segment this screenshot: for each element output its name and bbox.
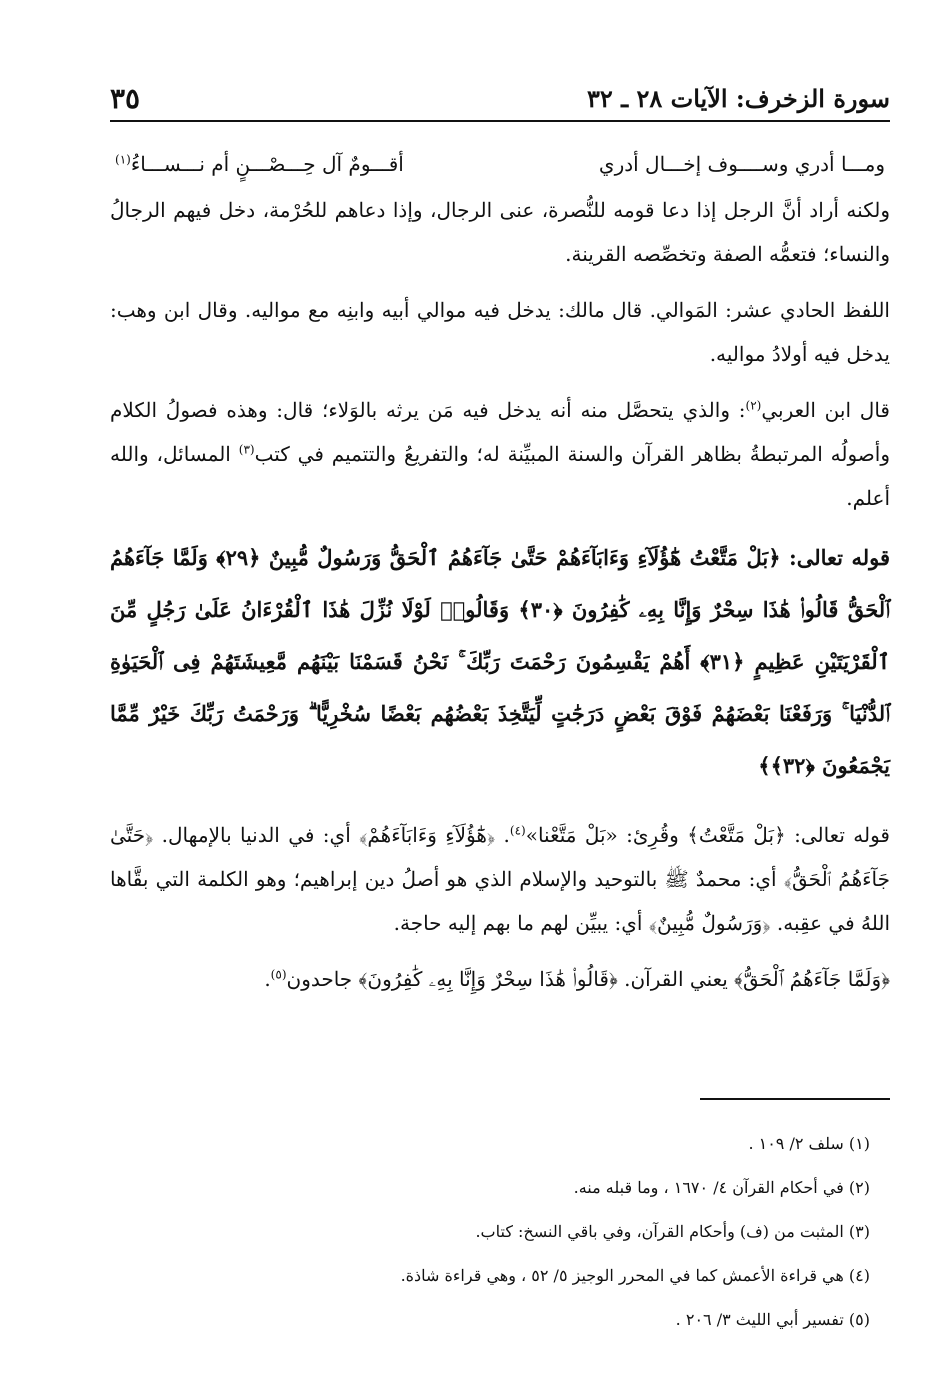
footnotes <box>110 1122 870 1342</box>
footnote-ref: (٤) <box>509 823 526 838</box>
paragraph: اللفظ الحادي عشر: المَوالي. قال مالك: يدخل فيه موالي أبيه وابنِه مع مواليه. وقال ابن وهب: يدخل فيه أولادُ مواليه. <box>110 298 890 366</box>
footnote: (١) سلف ٢/ ١٠٩ . <box>748 1134 870 1153</box>
footnote-divider <box>700 1098 890 1100</box>
poem-hemistich-left: أقـــومٌ آل حِـــصْـــنٍ أم نـــســـاءُ$^{(١)}$ <box>115 152 404 176</box>
paragraph: ولكنه أراد أنَّ الرجل إذا دعا قومه للنُّصرة، عنى الرجال، وإذا دعاهم للحُرْمة، دخل فيهم الرجالُ والنساء؛ فتعمُّه الصفة وتخصِّصه القرينة. <box>110 198 890 266</box>
page-header <box>110 78 890 120</box>
poem-hemistich-right: ومـــا أدري وســــوف إخـــال أدري <box>598 152 885 176</box>
footnote-ref: (٢) <box>745 398 762 413</box>
main-text <box>110 140 890 1001</box>
footnote-ref: (٥) <box>270 967 287 982</box>
quran-lead: قوله تعالى: <box>788 545 890 570</box>
paragraph: قال ابن العربي$^{(٢)}$: والذي يتحصَّل منه أنه يدخل فيه مَن يرثه بالوَلاء؛ قال: وهذه فصولُ الكلام وأصولُه المرتبطةُ بظاهر القرآن والسنة المبيِّنة له؛ والتفريعُ والتتميم في كتب$^{(٣)}$ المسائل، والله أعلم. <box>110 398 891 510</box>
footnote-ref: (٣) <box>238 442 255 457</box>
header-divider <box>110 120 890 122</box>
footnote: (٣) المثبت من (ف) وأحكام القرآن، وفي باقي النسخ: كتاب. <box>475 1222 870 1241</box>
quran-verses <box>110 532 890 792</box>
commentary-paragraph: ﴿وَلَمَّا جَآءَهُمُ ٱلْحَقُّ﴾ يعني القرآن. ﴿قَالُوا۟ هَٰذَا سِحْرٌ وَإِنَّا بِهِۦ كَٰفِرُونَ﴾ جاحدون$^{(٥)}$. <box>264 967 890 991</box>
footnote: (٤) هي قراءة الأعمش كما في المحرر الوجيز ٥/ ٥٢ ، وهي قراءة شاذة. <box>400 1266 870 1285</box>
footnote: (٥) تفسير أبي الليث ٣/ ٢٠٦ . <box>675 1310 870 1329</box>
page-number: ٣٥ <box>110 82 141 115</box>
quran-text: ﴿بَلْ مَتَّعْتُ هَٰٓؤُلَآءِ وَءَابَآءَهُمْ حَتَّىٰ جَآءَهُمُ ٱلْحَقُّ وَرَسُولٌ مُّبِينٌ ﴿٢٩﴾ وَلَمَّا جَآءَهُمُ ٱلْحَقُّ قَالُوا۟ هَٰذَا سِحْرٌ وَإِنَّا بِهِۦ كَٰفِرُونَ ﴿٣٠﴾ وَقَالُوا۟ لَوْلَا نُزِّلَ هَٰذَا ٱلْقُرْءَانُ عَلَىٰ رَجُلٍ مِّنَ ٱلْقَرْيَتَيْنِ عَظِيمٍ ﴿٣١﴾ أَهُمْ يَقْسِمُونَ رَحْمَتَ رَبِّكَ ۚ نَحْنُ قَسَمْنَا بَيْنَهُم مَّعِيشَتَهُمْ فِى ٱلْحَيَوٰةِ ٱلدُّنْيَا ۚ وَرَفَعْنَا بَعْضَهُمْ فَوْقَ بَعْضٍ دَرَجَٰتٍ لِّيَتَّخِذَ بَعْضُهُم بَعْضًا سُخْرِيًّا ۗ وَرَحْمَتُ رَبِّكَ خَيْرٌ مِّمَّا يَجْمَعُونَ ﴿٣٢﴾﴾ <box>110 545 890 778</box>
running-title: سورة الزخرف: الآيات ٢٨ ـ ٣٢ <box>586 84 890 113</box>
footnote-ref: (١) <box>115 152 131 167</box>
commentary-paragraph: قوله تعالى: ﴿بَلْ مَتَّعْتُ﴾ وقُرِئ: «بَلْ مَتَّعْنا»$^{(٤)}$. ﴿هَٰٓؤُلَآءِ وَءَابَآءَهُمْ﴾ أي: في الدنيا بالإمهال. ﴿حَتَّىٰ جَآءَهُمُ ٱلْحَقُّ﴾ أي: محمدٌ ﷺ بالتوحيد والإسلام الذي هو أصلُ دين إبراهيم؛ وهو الكلمة التي بقَّاها اللهُ في عقِبه. ﴿وَرَسُولٌ مُّبِينٌ﴾ أي: يبيِّن لهم ما بهم إليه حاجة. <box>110 823 890 935</box>
footnote: (٢) في أحكام القرآن ٤/ ١٦٧٠ ، وما قبله منه. <box>573 1178 870 1197</box>
poetry-verse <box>110 140 890 188</box>
